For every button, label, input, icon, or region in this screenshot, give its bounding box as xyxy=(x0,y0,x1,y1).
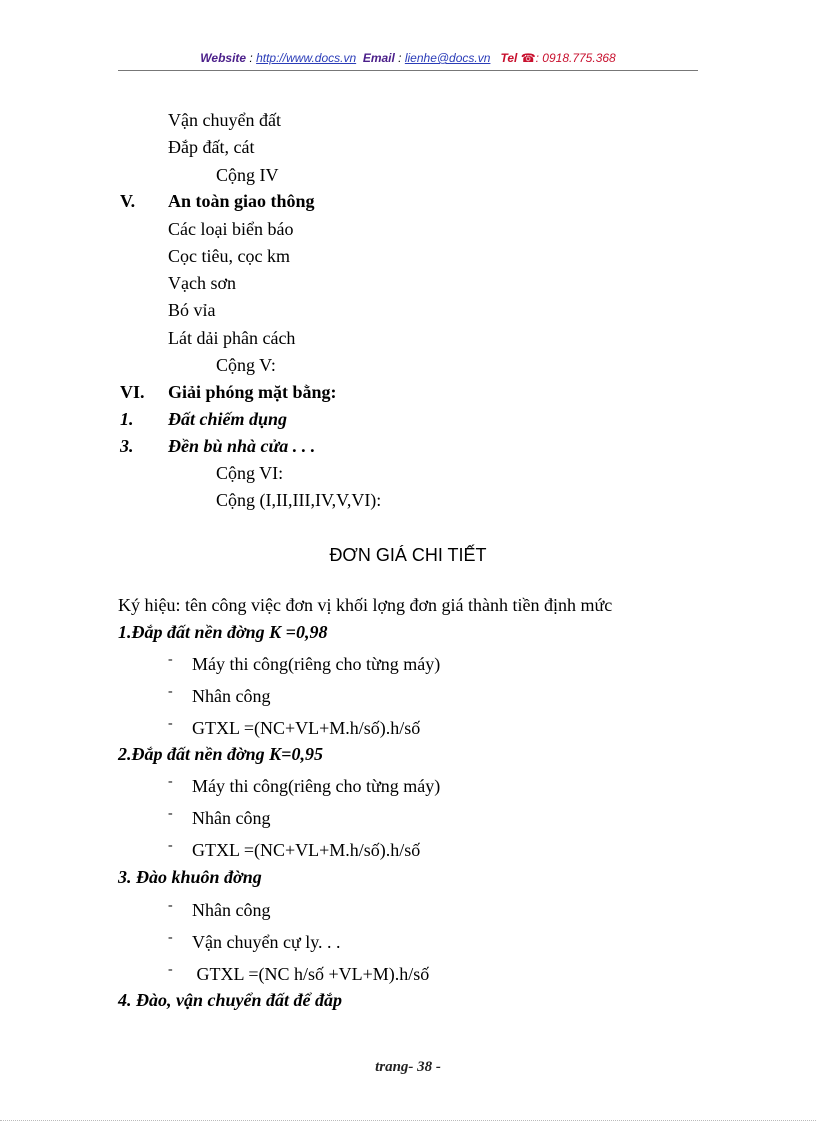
group-1-item-3: GTXL =(NC+VL+M.h/số).h/số xyxy=(192,718,421,738)
section-iv-total: Cộng IV xyxy=(216,165,279,185)
detail-title: ĐƠN GIÁ CHI TIẾT xyxy=(329,545,487,565)
section-v-heading: An toàn giao thông xyxy=(168,191,315,211)
phone-icon: ☎ xyxy=(520,51,536,65)
section-iv-item-1: Vận chuyển đất xyxy=(168,110,281,130)
section-iv-item-2: Đắp đất, cát xyxy=(168,137,255,157)
section-v-item-5: Lát dải phân cách xyxy=(168,328,296,348)
section-vi-sub3-text: Đền bù nhà cửa . . . xyxy=(168,436,316,456)
group-2-item-2: Nhân công xyxy=(192,808,271,828)
group-1-dash-3: - xyxy=(168,716,173,731)
group-2-dash-1: - xyxy=(168,774,173,789)
section-vi-sub3-num: 3. xyxy=(120,436,134,456)
section-vi-sub1-text: Đất chiếm dụng xyxy=(168,409,288,429)
group-3-dash-1: - xyxy=(168,898,173,913)
group-2-dash-3: - xyxy=(168,838,173,853)
detail-legend: Ký hiệu: tên công việc đơn vị khối lợng đơn giá thành tiền định mức xyxy=(118,595,613,615)
group-2-dash-2: - xyxy=(168,806,173,821)
page-bottom-rule xyxy=(0,1120,816,1121)
group-1-item-1: Máy thi công(riêng cho từng máy) xyxy=(192,654,441,674)
section-v-item-2: Cọc tiêu, cọc km xyxy=(168,246,290,266)
group-4-heading: 4. Đào, vận chuyển đất để đắp xyxy=(118,990,342,1010)
website-label: Website xyxy=(200,51,247,65)
group-3-heading: 3. Đào khuôn đờng xyxy=(118,867,262,887)
group-1-item-2: Nhân công xyxy=(192,686,271,706)
group-3-item-3: GTXL =(NC h/số +VL+M).h/số xyxy=(192,964,430,984)
section-v-item-4: Bó vỉa xyxy=(168,300,216,320)
email-label: Email xyxy=(362,51,395,65)
section-v-item-3: Vạch sơn xyxy=(168,273,237,293)
header-rule xyxy=(118,70,698,71)
section-vi-heading: Giải phóng mặt bằng: xyxy=(168,382,337,402)
page-number: trang- 38 - xyxy=(375,1059,441,1075)
group-2-item-1: Máy thi công(riêng cho từng máy) xyxy=(192,776,441,796)
group-2-item-3: GTXL =(NC+VL+M.h/số).h/số xyxy=(192,840,421,860)
section-v-item-1: Các loại biển báo xyxy=(168,219,294,239)
website-link[interactable]: http://www.docs.vn xyxy=(256,51,357,65)
section-v-total: Cộng V: xyxy=(216,355,276,375)
group-1-dash-2: - xyxy=(168,684,173,699)
group-3-item-2: Vận chuyển cự ly. . . xyxy=(192,932,341,952)
group-3-dash-2: - xyxy=(168,930,173,945)
grand-total: Cộng (I,II,III,IV,V,VI): xyxy=(216,490,382,510)
email-sep: : xyxy=(394,51,405,65)
group-1-heading: 1.Đắp đất nền đờng K =0,98 xyxy=(118,622,328,642)
section-vi-total: Cộng VI: xyxy=(216,463,284,483)
group-3-item-1: Nhân công xyxy=(192,900,271,920)
section-vi-sub1-num: 1. xyxy=(120,409,134,429)
group-1-dash-1: - xyxy=(168,652,173,667)
section-v-numeral: V. xyxy=(120,191,136,211)
group-3-dash-3: - xyxy=(168,962,173,977)
tel-value: : 0918.775.368 xyxy=(535,51,616,65)
tel-label: Tel xyxy=(500,51,518,65)
group-2-heading: 2.Đắp đất nền đờng K=0,95 xyxy=(118,744,323,764)
page-header xyxy=(0,51,816,65)
website-sep: : xyxy=(246,51,257,65)
section-vi-numeral: VI. xyxy=(120,382,145,402)
email-link[interactable]: lienhe@docs.vn xyxy=(404,51,491,65)
